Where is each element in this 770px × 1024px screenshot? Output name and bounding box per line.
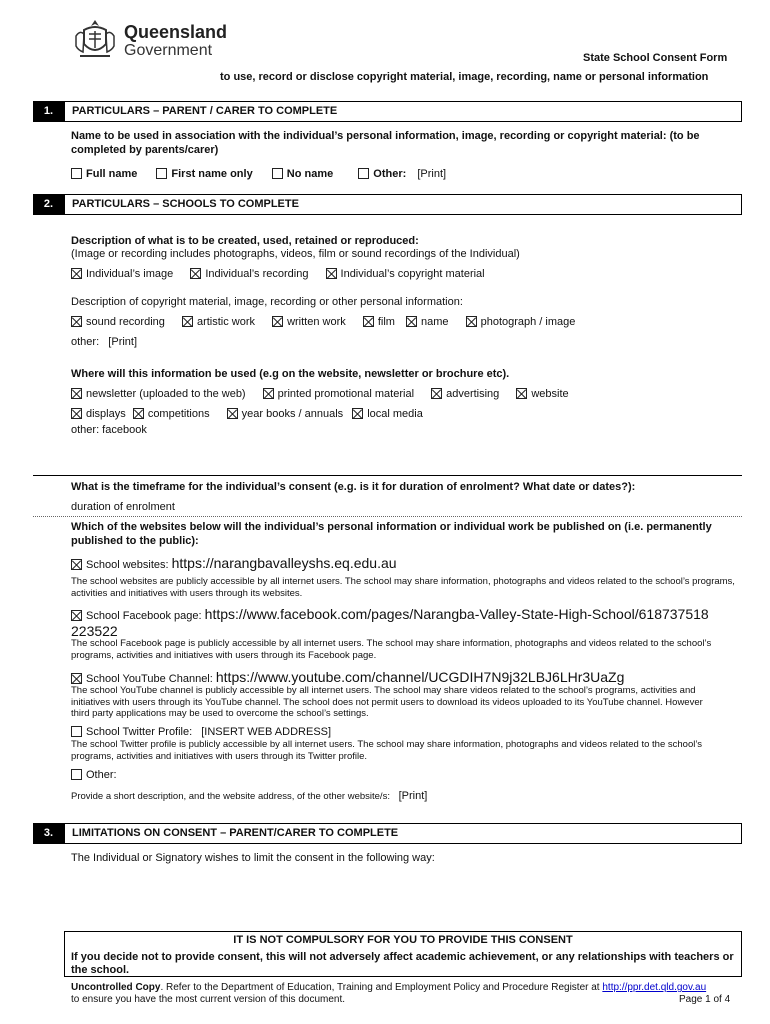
org-name-line2: Government: [124, 42, 213, 59]
option-name[interactable]: name: [406, 316, 449, 328]
limitations-text: The Individual or Signatory wishes to limit the consent in the following way:: [71, 852, 435, 864]
checkbox-checked[interactable]: [326, 268, 337, 279]
checkbox[interactable]: [71, 168, 82, 179]
copyright-other[interactable]: other: [Print]: [71, 336, 138, 348]
checkbox-checked[interactable]: [190, 268, 201, 279]
option-competitions[interactable]: competitions: [133, 408, 210, 420]
checkbox[interactable]: [358, 168, 369, 179]
copyright-options: [71, 316, 589, 328]
youtube-row[interactable]: School YouTube Channel: https://www.youtube.com/channel/UCGDIH7N9j32LBJ6LHr3UaZg: [71, 669, 624, 685]
section3-title: LIMITATIONS ON CONSENT – PARENT/CARER TO COMPLETE: [64, 823, 742, 844]
section2-title: PARTICULARS – SCHOOLS TO COMPLETE: [64, 194, 742, 215]
school-website-desc: The school websites are publicly accessible by all internet users. The school may share information, photographs and videos related to the school’s programs, activities and initiatives with users through its websites.: [71, 576, 735, 599]
desc-options: [71, 268, 499, 280]
footer-text1: . Refer to the Department of Education, Training and Employment Policy and Procedure Register at: [160, 982, 603, 993]
notice-title: IT IS NOT COMPULSORY FOR YOU TO PROVIDE THIS CONSENT: [233, 934, 573, 946]
checkbox-checked[interactable]: [431, 388, 442, 399]
name-options: [71, 168, 446, 180]
option-other[interactable]: Other:: [358, 168, 406, 180]
option-advertising[interactable]: advertising: [431, 388, 499, 400]
checkbox-checked[interactable]: [516, 388, 527, 399]
checkbox-checked[interactable]: [71, 610, 82, 621]
where-other[interactable]: other: facebook: [71, 424, 147, 436]
other-website-field[interactable]: [Print]: [398, 790, 428, 802]
timeframe-heading: What is the timeframe for the individual’s consent (e.g. is it for duration of enrolment? What date or dates?):: [71, 481, 636, 493]
form-subtitle: to use, record or disclose copyright material, image, recording, name or personal information: [220, 71, 709, 83]
facebook-desc: The school Facebook page is publicly accessible by all internet users. The school may share information, photographs and videos related to the school’s programs, activities and initiatives with users through its Facebook page.: [71, 638, 712, 661]
page-number: Page 1 of 4: [679, 994, 731, 1005]
org-name-line1: Queensland: [124, 22, 228, 42]
facebook-url[interactable]: https://www.facebook.com/pages/Narangba-Valley-State-High-School/618737518223522: [71, 606, 709, 639]
youtube-url[interactable]: https://www.youtube.com/channel/UCGDIH7N9j32LBJ6LHr3UaZg: [215, 669, 625, 685]
checkbox-checked[interactable]: [272, 316, 283, 327]
checkbox-checked[interactable]: [71, 408, 82, 419]
option-sound-recording[interactable]: sound recording: [71, 316, 165, 328]
option-local-media[interactable]: local media: [352, 408, 423, 420]
option-individual-recording[interactable]: Individual’s recording: [190, 268, 308, 280]
checkbox-checked[interactable]: [406, 316, 417, 327]
divider: [33, 516, 742, 517]
school-website-row[interactable]: School websites: https://narangbavalleyshs.eq.edu.au: [71, 555, 397, 571]
footer-text2: to ensure you have the most current version of this document.: [71, 994, 346, 1005]
twitter-desc: The school Twitter profile is publicly accessible by all internet users. The school may share information, photographs and videos related to the school’s programs, activities and initiatives with users through its Twitter profile.: [71, 739, 703, 762]
section1-title: PARTICULARS – PARENT / CARER TO COMPLETE: [64, 101, 742, 122]
footer-uncontrolled: Uncontrolled Copy: [71, 982, 161, 993]
checkbox[interactable]: [272, 168, 283, 179]
ppr-link[interactable]: http://ppr.det.qld.gov.au: [602, 982, 707, 993]
checkbox-checked[interactable]: [133, 408, 144, 419]
checkbox-checked[interactable]: [352, 408, 363, 419]
section1-question: Name to be used in association with the individual’s personal information, image, recording or copyright material: (to be completed by parents/carer): [71, 130, 700, 156]
option-full-name[interactable]: Full name: [71, 168, 137, 180]
option-film[interactable]: film: [363, 316, 395, 328]
option-first-name-only[interactable]: First name only: [156, 168, 252, 180]
option-website[interactable]: website: [516, 388, 568, 400]
other-website-desc: Provide a short description, and the website address, of the other website/s: [Print]: [71, 790, 428, 802]
checkbox-checked[interactable]: [182, 316, 193, 327]
footer-line1: [71, 982, 706, 993]
checkbox[interactable]: [156, 168, 167, 179]
twitter-field[interactable]: [INSERT WEB ADDRESS]: [201, 726, 332, 738]
desc-heading: Description of what is to be created, used, retained or reproduced:: [71, 235, 419, 247]
checkbox[interactable]: [71, 769, 82, 780]
desc-sub: (Image or recording includes photographs, videos, film or sound recordings of the Individual): [71, 248, 520, 260]
option-artistic-work[interactable]: artistic work: [182, 316, 255, 328]
checkbox[interactable]: [71, 726, 82, 737]
section2-number: 2.: [33, 194, 64, 215]
youtube-desc: The school YouTube channel is publicly accessible by all internet users. The school may share videos related to the school’s programs, activities and initiatives with users through its YouTube channel. The school does not permit users to download its videos uploaded to its YouTube channel. However third party applications may be used to overcome the school’s settings.: [71, 685, 703, 719]
checkbox-checked[interactable]: [363, 316, 374, 327]
twitter-row[interactable]: School Twitter Profile: [INSERT WEB ADDRESS]: [71, 726, 331, 738]
checkbox-checked[interactable]: [71, 673, 82, 684]
option-no-name[interactable]: No name: [272, 168, 333, 180]
form-title: State School Consent Form: [583, 52, 728, 64]
divider: [33, 475, 742, 476]
checkbox-checked[interactable]: [263, 388, 274, 399]
option-individual-copyright[interactable]: Individual’s copyright material: [326, 268, 485, 280]
option-photograph[interactable]: photograph / image: [466, 316, 576, 328]
option-year-books[interactable]: year books / annuals: [227, 408, 344, 420]
notice-text: If you decide not to provide consent, this will not adversely affect academic achievement, or any relationships with teachers or the school.: [71, 951, 734, 976]
checkbox-checked[interactable]: [466, 316, 477, 327]
copyright-heading: Description of copyright material, image, recording or other personal information:: [71, 296, 463, 308]
checkbox-checked[interactable]: [71, 388, 82, 399]
checkbox-checked[interactable]: [71, 559, 82, 570]
section3-number: 3.: [33, 823, 64, 844]
school-website-url[interactable]: https://narangbavalleyshs.eq.edu.au: [171, 555, 397, 571]
option-newsletter[interactable]: newsletter (uploaded to the web): [71, 388, 246, 400]
checkbox-checked[interactable]: [71, 268, 82, 279]
checkbox-checked[interactable]: [227, 408, 238, 419]
option-printed-promo[interactable]: printed promotional material: [263, 388, 414, 400]
where-row1: [71, 388, 583, 400]
option-written-work[interactable]: written work: [272, 316, 346, 328]
where-heading: Where will this information be used (e.g on the website, newsletter or brochure etc).: [71, 368, 510, 380]
option-displays[interactable]: displays: [71, 408, 126, 420]
option-individual-image[interactable]: Individual’s image: [71, 268, 173, 280]
other-website-row[interactable]: Other:: [71, 769, 117, 781]
section1-number: 1.: [33, 101, 64, 122]
where-row2: [71, 408, 437, 420]
other-name-field[interactable]: [Print]: [417, 168, 447, 180]
timeframe-value[interactable]: duration of enrolment: [71, 501, 175, 513]
qld-crest-icon: [72, 16, 118, 62]
checkbox-checked[interactable]: [71, 316, 82, 327]
facebook-row[interactable]: School Facebook page: https://www.facebook.com/pages/Narangba-Valley-State-High-School/618737518223522: [71, 606, 709, 639]
websites-heading: Which of the websites below will the individual’s personal information or individual work be published on (i.e. permanently published to the public):: [71, 521, 712, 547]
